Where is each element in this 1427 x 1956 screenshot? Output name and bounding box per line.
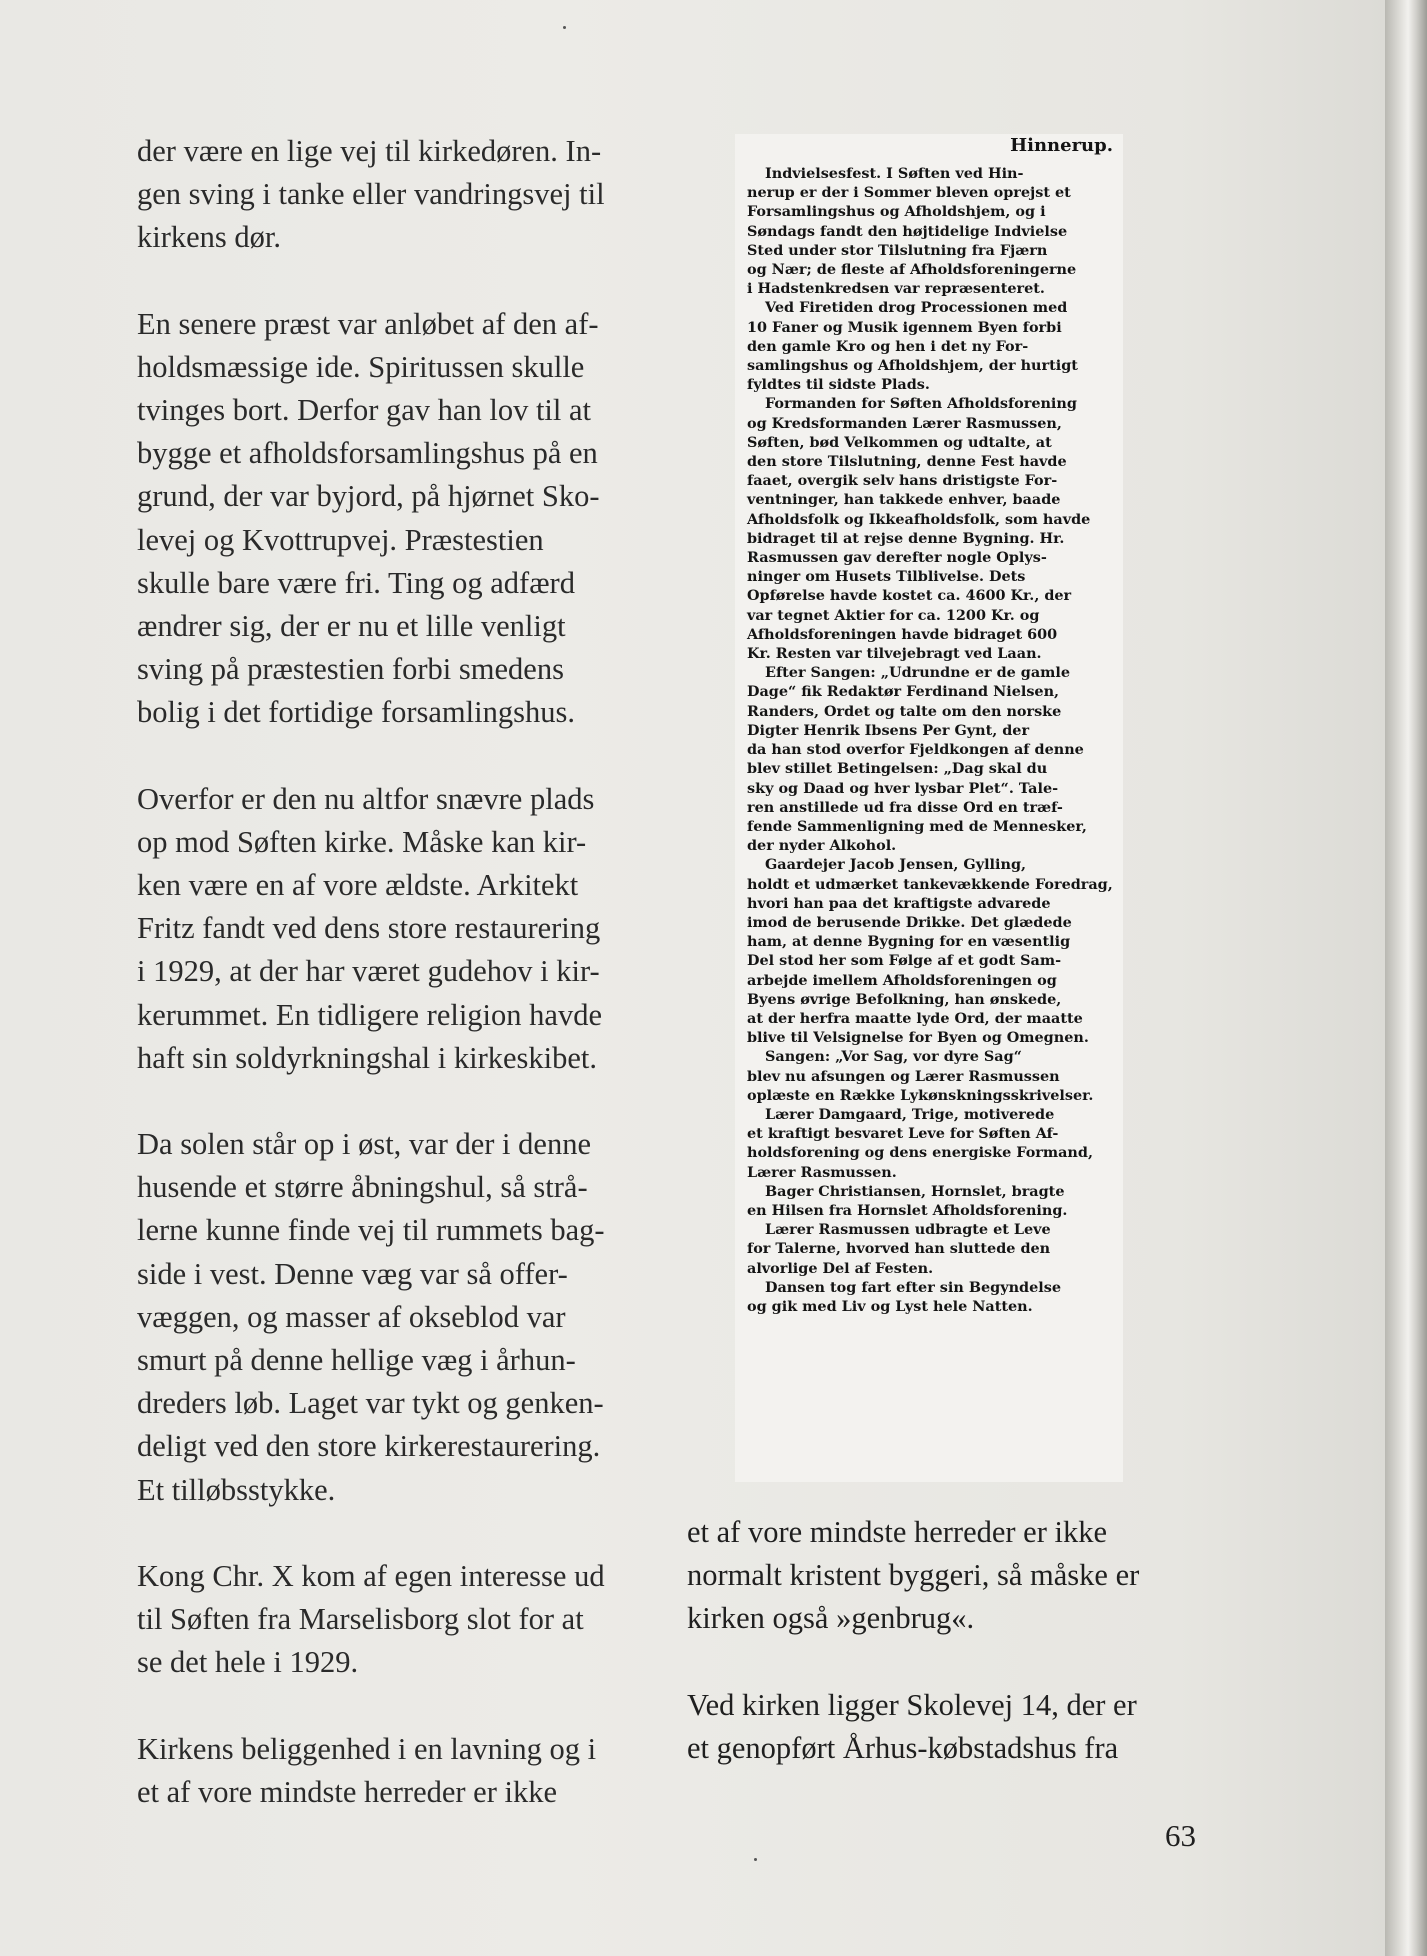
right-paragraph-2: Ved kirken ligger Skolevej 14, der er et genopført Århus-købstadshus fra: [687, 1687, 1137, 1765]
page-edge-stack: [1385, 0, 1427, 1956]
print-speck: [563, 26, 566, 29]
clipping-paragraph-1: Indvielsesfest. I Søften ved Hin- nerup er der i Sommer bleven oprejst et Forsamlingshus og Afholdshjem, og i Søndags fandt den højtidelige Indvielse Sted under stor Tilslutning fra Fjærn og Nær; de fleste af Afholdsforeningerne i Hadstenkredsen var repræsenteret.: [747, 165, 1077, 298]
left-paragraph-1: der være en lige vej til kirkedøren. In- gen sving i tanke eller vandringsvej til kirkens dør.: [137, 134, 605, 255]
newspaper-clipping: [735, 134, 1123, 1482]
clipping-paragraph-2: Ved Firetiden drog Processionen med 10 Faner og Musik igennem Byen forbi den gamle Kro og hen i det ny For- samlingshus og Afholdshjem, der hurtigt fyldtes til sidste Plads.: [747, 299, 1078, 394]
right-paragraph-1: et af vore mindste herreder er ikke normalt kristent byggeri, så måske er kirken også »genbrug«.: [687, 1515, 1140, 1636]
clipping-paragraph-8: Bager Christiansen, Hornslet, bragte en Hilsen fra Hornslet Afholdsforening.: [747, 1182, 1068, 1219]
clipping-paragraph-3: Formanden for Søften Afholdsforening og Kredsformanden Lærer Rasmussen, Søften, bød Velkommen og udtalte, at den store Tilslutning, denne Fest havde faaet, overgik selv hans dristigste For- ventninger, han takkede enhver, baade Afholdsfolk og Ikkeafholdsfolk, som havde bidraget til at rejse denne Bygning. Hr. Rasmussen gav derefter nogle Oplys- ninger om Husets Tilblivelse. Dets Opførelse havde kostet ca. 4600 Kr., der var tegnet Aktier for ca. 1200 Kr. og Afholdsforeningen havde bidraget 600 Kr. Resten var tilvejebragt ved Laan.: [747, 395, 1091, 663]
clipping-paragraph-10: Dansen tog fart efter sin Begyndelse og gik med Liv og Lyst hele Natten.: [747, 1278, 1061, 1315]
page-number: 63: [1165, 1818, 1196, 1853]
left-text-column: [137, 130, 647, 1857]
clipping-paragraph-7: Lærer Damgaard, Trige, motiverede et kraftigt besvaret Leve for Søften Af- holdsforening og dens energiske Formand, Lærer Rasmussen.: [747, 1105, 1093, 1181]
right-text-column: [687, 1511, 1207, 1813]
clipping-paragraph-9: Lærer Rasmussen udbragte et Leve for Talerne, hvorved han sluttede den alvorlige Del af Festen.: [747, 1221, 1051, 1277]
clipping-paragraph-5: Gaardejer Jacob Jensen, Gylling, holdt et udmærket tankevækkende Foredrag, hvori han paa det kraftigste advarede imod de berusende Drikke. Det glædede ham, at denne Bygning for en væsentlig Del stod her som Følge af et godt Sam- arbejde imellem Afholdsforeningen og Byens øvrige Befolkning, han ønskede, at der herfra maatte lyde Ord, der maatte blive til Velsignelse for Byen og Omegnen.: [747, 856, 1113, 1047]
left-paragraph-4: Da solen står op i øst, var der i denne husende et større åbningshul, så strå- lerne kunne finde vej til rummets bag- side i vest. Denne væg var så offer- væggen, og masser af okseblod var smurt på denne hellige væg i århun- dreders løb. Laget var tykt og genken- deligt ved den store kirkerestaurering. Et tilløbsstykke.: [137, 1127, 605, 1507]
left-paragraph-2: En senere præst var anløbet af den af- holdsmæssige ide. Spiritussen skulle tvinges bort. Derfor gav han lov til at bygge et afholdsforsamlingshus på en grund, der var byjord, på hjørnet Sko- levej og Kvottrupvej. Præstestien skulle bare være fri. Ting og adfærd ændrer sig, der er nu et lille venligt sving på præstestien forbi smedens bolig i det fortidige forsamlingshus.: [137, 306, 600, 730]
clipping-place-heading: Hinnerup.: [1010, 135, 1113, 156]
left-paragraph-3: Overfor er den nu altfor snævre plads op mod Søften kirke. Måske kan kir- ken være en af vore ældste. Arkitekt Fritz fandt ved dens store restaurering i 1929, at der har været gudehov i kir- kerummet. En tidligere religion havde haft sin soldyrkningshal i kirkeskibet.: [137, 781, 602, 1075]
left-paragraph-5: Kong Chr. X kom af egen interesse ud til Søften fra Marselisborg slot for at se det hele i 1929.: [137, 1558, 605, 1680]
clipping-paragraph-4: Efter Sangen: „Udrundne er de gamle Dage“ fik Redaktør Ferdinand Nielsen, Randers, Ordet og talte om den norske Digter Henrik Ibsens Per Gynt, der da han stod overfor Fjeldkongen af denne blev stillet Betingelsen: „Dag skal du sky og Daad og hver lysbar Plet“. Tale- ren anstillede ud fra disse Ord en træf- fende Sammenligning med de Mennesker, der nyder Alkohol.: [747, 664, 1087, 855]
left-paragraph-6: Kirkens beliggenhed i en lavning og i et af vore mindste herreder er ikke: [137, 1731, 597, 1809]
print-speck: [754, 1858, 757, 1861]
clipping-paragraph-6: Sangen: „Vor Sag, vor dyre Sag“ blev nu afsungen og Lærer Rasmussen oplæste en Række Lykønskningsskrivelser.: [747, 1048, 1094, 1104]
